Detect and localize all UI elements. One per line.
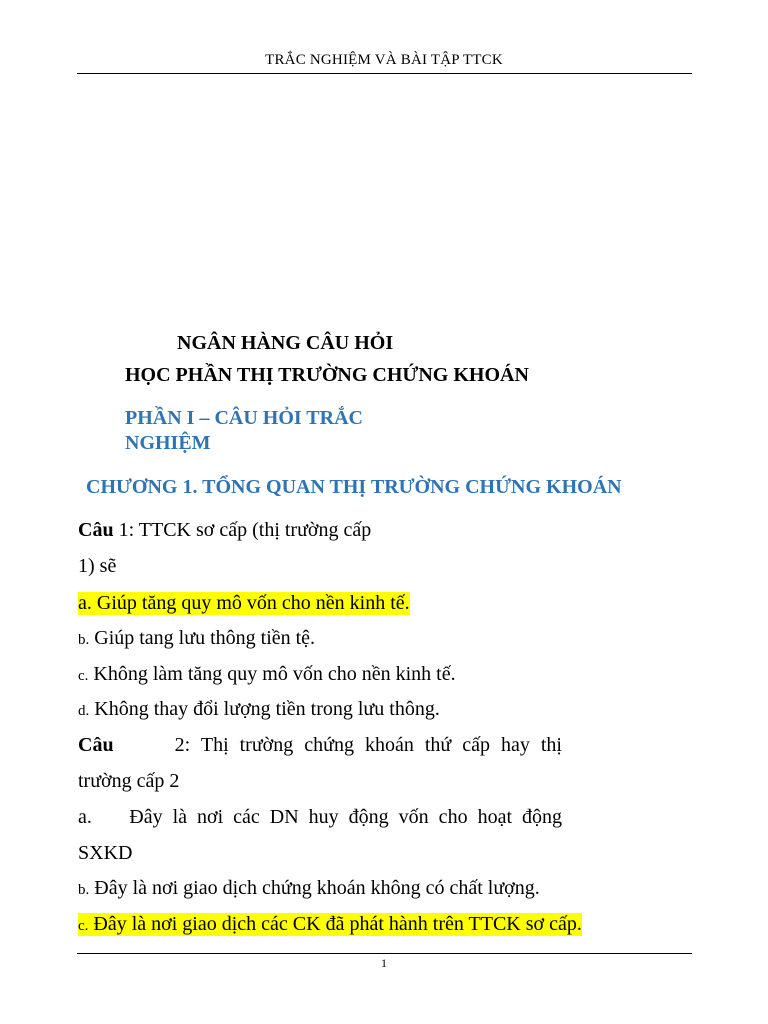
q1-option-d (78, 698, 440, 721)
question-text: 1: TTCK sơ cấp (thị trường cấp (113, 519, 372, 541)
footer-rule (77, 953, 692, 954)
option-letter: b. (78, 632, 90, 648)
question-label: Câu (78, 519, 114, 541)
q1-option-a (78, 592, 410, 615)
part-heading-line1: PHẦN I – CÂU HỎI TRẮC (125, 407, 363, 429)
option-text: Giúp tang lưu thông tiền tệ. (89, 627, 316, 649)
q1-option-c (78, 663, 456, 686)
option-text: Không làm tăng quy mô vốn cho nền kinh tế. (88, 663, 456, 685)
question-1-cont: 1) sẽ (78, 555, 117, 577)
option-letter: c. (78, 668, 89, 684)
bank-title: NGÂN HÀNG CÂU HỎI (177, 332, 394, 354)
header-rule (77, 73, 692, 74)
option-letter: b. (78, 882, 90, 898)
q2-option-a-cont: SXKD (78, 842, 133, 864)
question-text: 2: Thị trường chứng khoán thứ cấp hay thị (174, 734, 562, 756)
q1-option-b (78, 627, 315, 650)
running-header: TRẮC NGHIỆM VÀ BÀI TẬP TTCK (265, 52, 503, 68)
option-text: Không thay đổi lượng tiền trong lưu thông. (89, 698, 440, 720)
option-letter: a. (78, 806, 92, 828)
option-text: Đây là nơi các DN huy động vốn cho hoạt động (129, 806, 562, 828)
question-2 (78, 734, 562, 757)
option-text: Giúp tăng quy mô vốn cho nền kinh tế. (91, 592, 410, 614)
q2-option-b (78, 877, 540, 900)
question-1 (78, 519, 371, 542)
page-number: 1 (381, 956, 387, 970)
q2-option-c (78, 913, 582, 936)
option-text: Đây là nơi giao dịch chứng khoán không có chất lượng. (89, 877, 540, 899)
course-title: HỌC PHẦN THỊ TRƯỜNG CHỨNG KHOÁN (125, 364, 529, 386)
question-label: Câu (78, 734, 114, 756)
q2-option-a (78, 806, 562, 829)
chapter-heading: CHƯƠNG 1. TỔNG QUAN THỊ TRƯỜNG CHỨNG KHOÁN (86, 476, 622, 498)
option-text: Đây là nơi giao dịch các CK đã phát hành trên TTCK sơ cấp. (88, 913, 582, 935)
question-2-cont: trường cấp 2 (78, 770, 180, 792)
option-letter: d. (78, 703, 90, 719)
part-heading-line2: NGHIỆM (125, 432, 211, 454)
option-letter: a. (78, 592, 92, 614)
option-letter: c. (78, 918, 89, 934)
